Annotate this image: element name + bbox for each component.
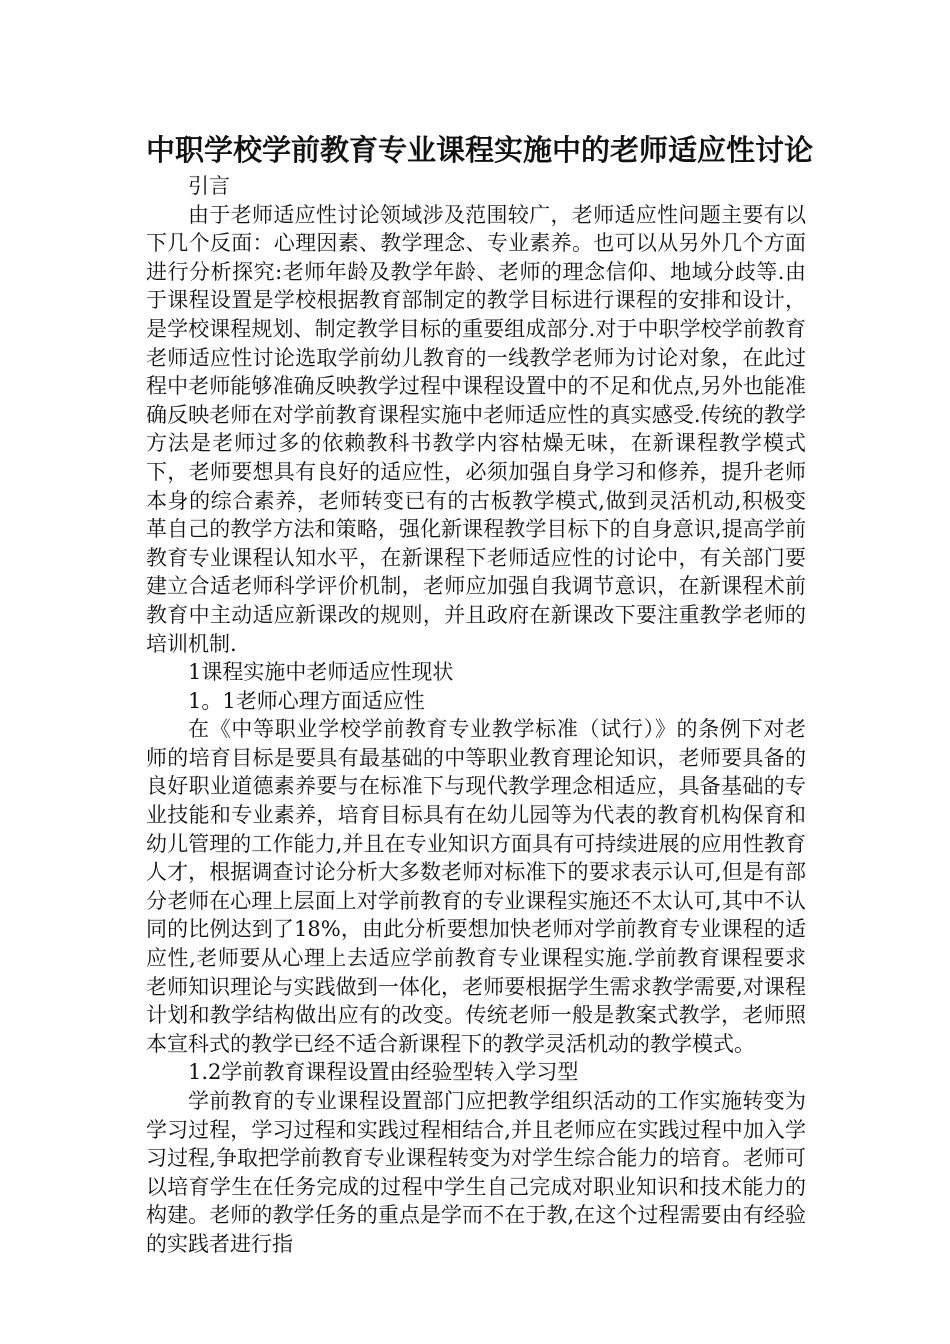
document-content bbox=[146, 128, 814, 1259]
document-body bbox=[146, 172, 806, 1259]
section-1-1-heading: 1。1老师心理方面适应性 bbox=[188, 688, 425, 713]
section-1-2-heading: 1.2学前教育课程设置由经验型转入学习型 bbox=[188, 1060, 579, 1085]
intro-paragraph: 由于老师适应性讨论领域涉及范围较广，老师适应性问题主要有以下几个反面：心理因素、教学理念、专业素养。也可以从另外几个方面进行分析探究:老师年龄及教学年龄、老师的理念信仰、地域分歧等.由于课程设置是学校根据教育部制定的教学目标进行课程的安排和设计，是学校课程规划、制定教学目标的重要组成部分.对于中职学校学前教育老师适应性讨论选取学前幼儿教育的一线教学老师为讨论对象，在此过程中老师能够准确反映教学过程中课程设置中的不足和优点,另外也能准确反映老师在对学前教育课程实施中老师适应性的真实感受.传统的教学方法是老师过多的依赖教科书教学内容枯燥无味，在新课程教学模式下，老师要想具有良好的适应性，必须加强自身学习和修养，提升老师本身的综合素养，老师转变已有的古板教学模式,做到灵活机动,积极变革自己的教学方法和策略，强化新课程教学目标下的自身意识,提高学前教育专业课程认知水平，在新课程下老师适应性的讨论中，有关部门要建立合适老师科学评价机制，老师应加强自我调节意识，在新课程术前教育中主动适应新课改的规则，并且政府在新课改下要注重教学老师的培训机制. bbox=[146, 202, 806, 656]
section-1-heading: 1课程实施中老师适应性现状 bbox=[188, 660, 454, 685]
document-title: 中职学校学前教育专业课程实施中的老师适应性讨论 bbox=[146, 133, 814, 167]
section-1-1-paragraph: 在《中等职业学校学前教育专业教学标准（试行）》的条例下对老师的培育目标是要具有最基础的中等职业教育理论知识，老师要具备的良好职业道德素养要与在标准下与现代教学理念相适应，具备基础的专业技能和专业素养，培育目标具有在幼儿园等为代表的教育机构保育和幼儿管理的工作能力,并且在专业知识方面具有可持续进展的应用性教育人才，根据调查讨论分析大多数老师对标准下的要求表示认可,但是有部分老师在心理上层面上对学前教育的专业课程实施还不太认可,其中不认同的比例达到了18%，由此分析要想加快老师对学前教育专业课程的适应性,老师要从心理上去适应学前教育专业课程实施.学前教育课程要求老师知识理论与实践做到一体化，老师要根据学生需求教学需要,对课程计划和教学结构做出应有的改变。传统老师一般是教案式教学，老师照本宣科式的教学已经不适合新课程下的教学灵活机动的教学模式。 bbox=[146, 717, 806, 1056]
section-1-2-paragraph: 学前教育的专业课程设置部门应把教学组织活动的工作实施转变为学习过程，学习过程和实践过程相结合,并且老师应在实践过程中加入学习过程,争取把学前教育专业课程转变为对学生综合能力的培育。老师可以培育学生在任务完成的过程中学生自己完成对职业知识和技术能力的构建。老师的教学任务的重点是学而不在于教,在这个过程需要由有经验的实践者进行指 bbox=[146, 1089, 806, 1256]
intro-heading: 引言 bbox=[188, 174, 230, 198]
